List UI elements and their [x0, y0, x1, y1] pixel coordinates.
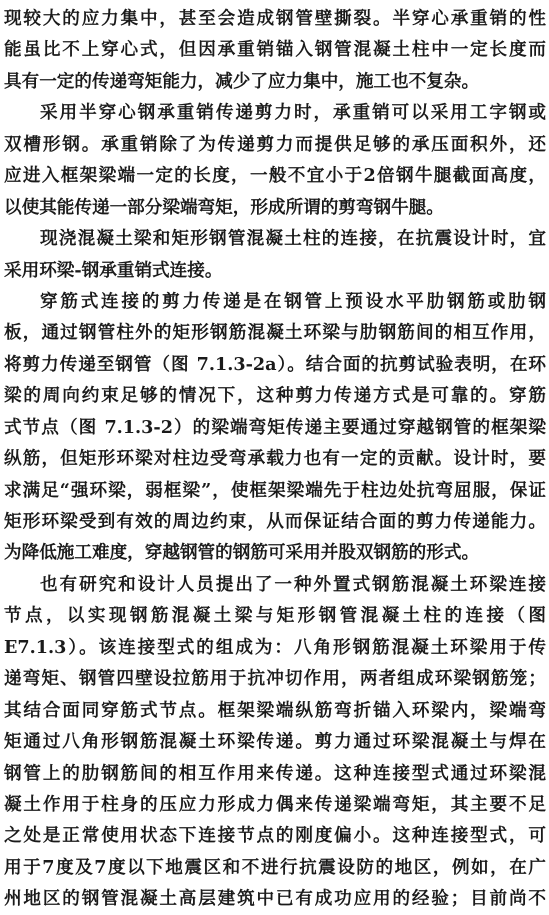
- text-line: 求满足“强环梁，弱框梁”，使框架梁端先于柱边处抗弯屈服，保证: [4, 479, 546, 501]
- text-line: 采用半穿心钢承重销传递剪力时，承重销可以采用工字钢或: [40, 102, 546, 124]
- text-line: 之处是正常使用状态下连接节点的刚度偏小。这种连接型式，可: [4, 825, 546, 847]
- text-line: 梁的周向约束足够的情况下，这种剪力传递方式是可靠的。穿筋: [4, 385, 546, 407]
- text-line: 将剪力传递至钢管（图 7.1.3-2a）。结合面的抗剪试验表明，在环: [4, 353, 546, 375]
- text-line: 能虽比不上穿心式，但因承重销锚入钢管混凝土柱中一定长度而: [4, 39, 546, 61]
- text-line: 递弯矩、钢管四壁设拉筋用于抗冲切作用，两者组成环梁钢筋笼；: [4, 668, 546, 690]
- text-line: 用于7度及7度以下地震区和不进行抗震设防的地区，例如，在广: [4, 856, 546, 878]
- text-line: 式节点（图 7.1.3-2）的梁端弯矩传递主要通过穿越钢管的框架梁: [4, 416, 546, 438]
- text-line: 也有研究和设计人员提出了一种外置式钢筋混凝土环梁连接: [40, 573, 546, 595]
- text-line: 钢管上的肋钢筋间的相互作用来传递。这种连接型式通过环梁混: [4, 762, 546, 784]
- text-line: 穿筋式连接的剪力传递是在钢管上预设水平肋钢筋或肋钢: [40, 290, 546, 312]
- text-line: 以使其能传递一部分梁端弯矩，形成所谓的剪弯钢牛腿。: [4, 196, 444, 218]
- text-line: 为降低施工难度，穿越钢管的钢筋可采用并股双钢筋的形式。: [4, 542, 480, 564]
- text-line: 纵筋，但矩形环梁对柱边受弯承载力也有一定的贡献。设计时，要: [4, 448, 546, 470]
- text-line: E7.1.3）。该连接型式的组成为：八角形钢筋混凝土环梁用于传: [4, 636, 546, 658]
- text-line: 其结合面同穿筋式节点。框架梁端纵筋弯折锚入环梁内，梁端弯: [4, 699, 546, 721]
- text-line: 板，通过钢管柱外的矩形钢筋混凝土环梁与肋钢筋间的相互作用，: [4, 322, 546, 344]
- text-line: 现浇混凝土梁和矩形钢管混凝土柱的连接，在抗震设计时，宜: [40, 228, 546, 250]
- text-line: 凝土作用于柱身的压应力形成力偶来传递梁端弯矩，其主要不足: [4, 793, 546, 815]
- text-line: 矩通过八角形钢筋混凝土环梁传递。剪力通过环梁混凝土与焊在: [4, 731, 546, 753]
- text-line: 现较大的应力集中，甚至会造成钢管壁撕裂。半穿心承重销的性: [4, 8, 546, 29]
- document-page: [4, 3, 546, 915]
- text-line: 具有一定的传递弯矩能力，减少了应力集中，施工也不复杂。: [4, 70, 480, 92]
- text-line: 应进入框架梁端一定的长度，一般不宜小于2倍钢牛腿截面高度，: [4, 165, 546, 187]
- text-line: 节点，以实现钢筋混凝土梁与矩形钢管混凝土柱的连接（图: [4, 605, 546, 627]
- text-line: 双槽形钢。承重销除了为传递剪力而提供足够的承压面积外，还: [4, 133, 546, 155]
- text-line: 矩形环梁受到有效的周边约束，从而保证结合面的剪力传递能力。: [4, 511, 546, 532]
- text-line: 采用环梁-钢承重销式连接。: [4, 259, 223, 281]
- text-line: 州地区的钢管混凝土高层建筑中已有成功应用的经验；目前尚不: [4, 888, 546, 910]
